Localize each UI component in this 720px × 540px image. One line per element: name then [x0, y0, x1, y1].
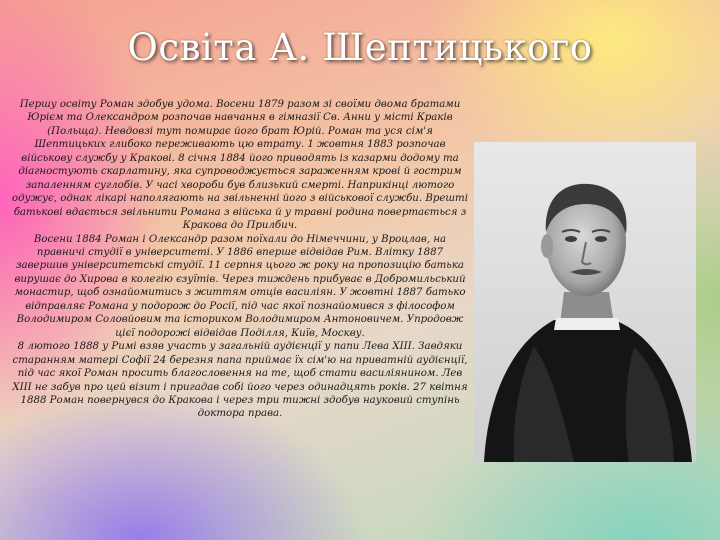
portrait-image: [474, 142, 696, 462]
portrait-photo: [474, 142, 696, 462]
paragraph-3: 8 лютого 1888 у Римі взяв участь у загальній аудієнції у папи Лева XIII. Завдяки старанням матері Софії 24 березня папа приймає їх сім'ю на приватній аудієнції, під час якої Роман просить благословення на те, щоб стати василіянином. Лев XIII не забув про цей візит і пригадав собі його через одинадцять років. 27 квітня 1888 Роман повернувся до Кракова і через три тижні здобув науковий ступінь доктора права.: [12, 341, 468, 420]
slide-title: Освіта А. Шептицького: [127, 26, 593, 69]
paragraph-1: Першу освіту Роман здобув удома. Восени 1879 разом зі своїми двома братами Юрієм та Олександром розпочав навчання в гімназії Св. Анни у місті Краків (Польща). Невдовзі тут помирає його брат Юрій. Роман та уся сім'я Шептицьких глибоко переживають цю втрату. 1 жовтня 1883 розпочав військову службу у Кракові. 8 січня 1884 його приводять із казарми додому та діагностують скарлатину, яка супроводжується зараженням крові й гострим запаленням суглобів. У часі хвороби був близький смерті. Наприкінці лютого одужує, однак лікарі наполягають на звільненні його з військової служби. Врешті батькові вдається звільнити Романа з війська й у травні родина повертається з Кракова до Прилбич.: [12, 99, 468, 232]
body-text: [10, 98, 470, 421]
paragraph-2: Восени 1884 Роман і Олександр разом поїхали до Німеччини, у Вроцлав, на правничі студії в університеті. У 1886 вперше відвідав Рим. Влітку 1887 завершив університетські студії. 11 серпня цього ж року на пропозицію батька вирушає до Хирова в колегію єзуїтів. Через тиждень прибуває в Добромильський монастир, щоб ознайомитись з життям отців василіян. У жовтні 1887 батько відправляє Романа у подорож до Росії, під час якої познайомився з філософом Володимиром Соловйовим та істориком Володимиром Антоновичем. Упродовж цієї подорожі відвідав Поділля, Київ, Москву.: [14, 233, 466, 339]
